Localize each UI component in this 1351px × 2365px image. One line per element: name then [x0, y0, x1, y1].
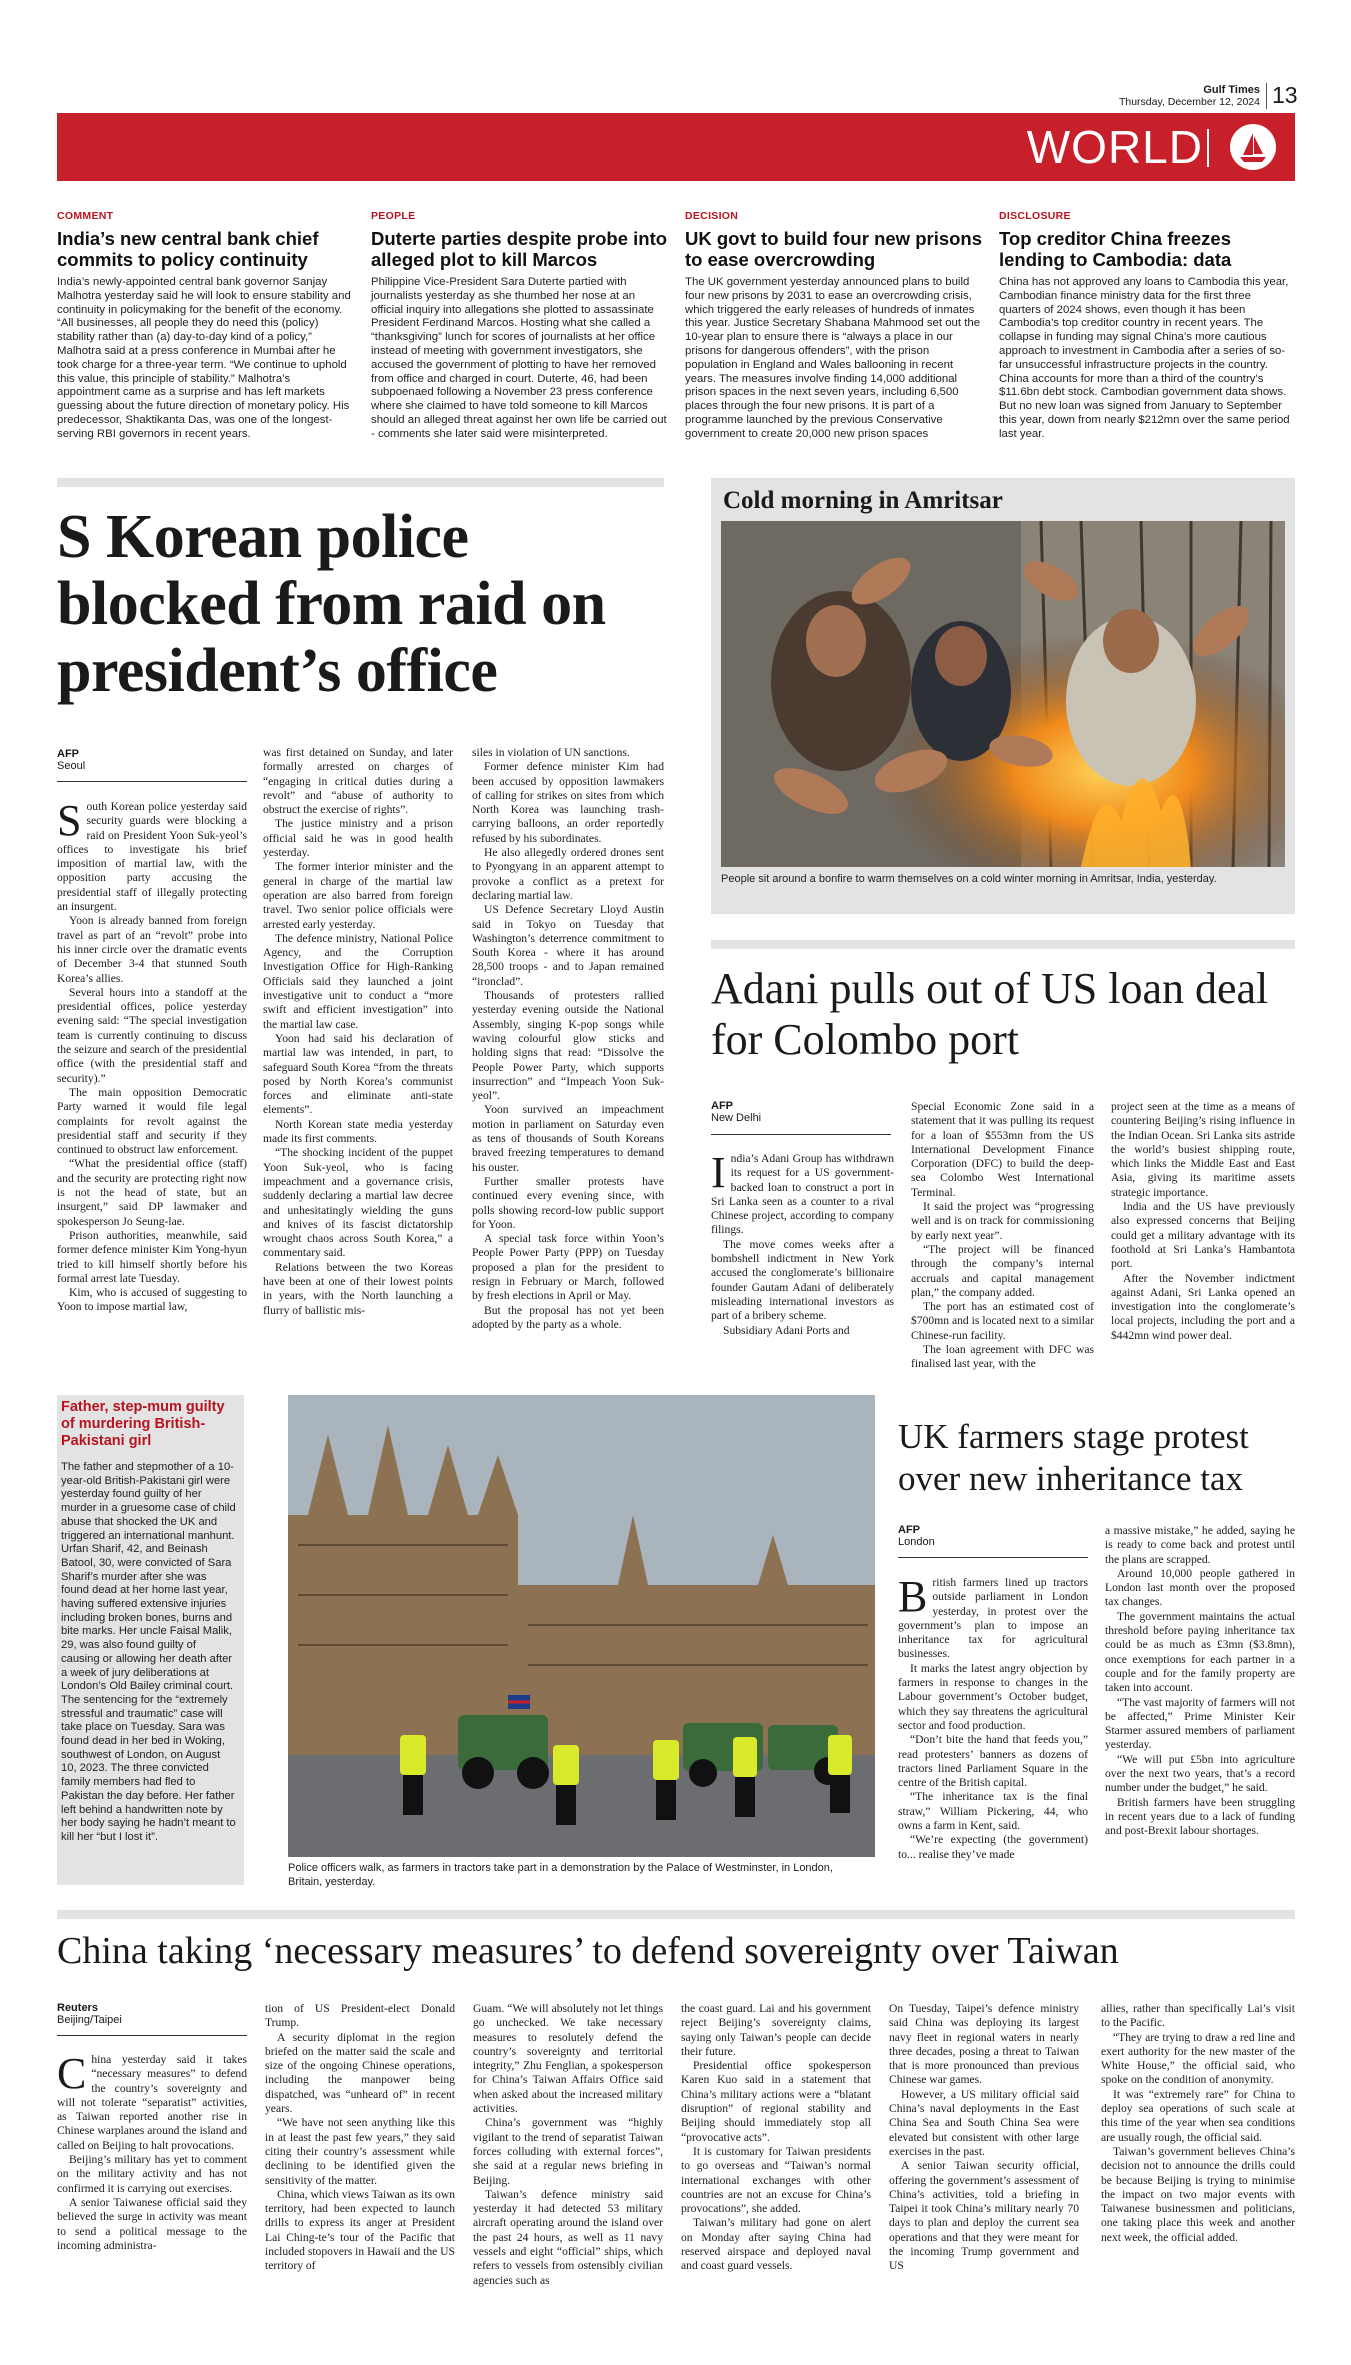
paragraph: the coast guard. Lai and his government reject Beijing’s sovereignty claims, saying only Taiwan’s people can decide their future. — [681, 2002, 871, 2058]
korea-byline — [57, 748, 85, 772]
dropcap: I — [711, 1148, 726, 1197]
paragraph: On Tuesday, Taipei’s defence ministry said China was deploying its largest navy fleet in regional waters in nearly three decades, posing a threat to Taiwan that is more pronounced than previous Chinese war games. — [889, 2002, 1079, 2087]
brief-body: Philippine Vice-President Sara Duterte partied with journalists yesterday as she thumbed her nose at an official inquiry into allegations she plotted to assassinate President Ferdinand Marcos. Hosting what she called a “thanksgiving” lunch for scores of journalists at her office instead of meeting with government investigators, she accused the government of plotting to have her removed from office and charged in court. Duterte, 46, had been subpoenaed following a November 23 press conference where she claimed to have told someone to kill Marcos should an alleged threat against her own life be carried out - comments she later said were misinterpreted. — [371, 276, 667, 440]
masthead — [1040, 84, 1260, 108]
paragraph: A senior Taiwan security official, offering the government’s assessment of China’s activities, told a briefing in Taipei it took China’s military nearly 70 days to plan and deploy the current sea operations and that they were meant for the incoming Trump government and US — [889, 2159, 1079, 2273]
paragraph: allies, rather than specifically Lai’s visit to the Pacific. — [1101, 2002, 1295, 2030]
adani-col-1 — [711, 1148, 894, 1338]
father-sidebar — [57, 1395, 244, 1885]
dateline: Beijing/Taipei — [57, 2014, 122, 2026]
taiwan-col-3 — [473, 2002, 663, 2288]
dropcap: B — [898, 1572, 928, 1621]
paragraph: Former defence minister Kim had been accused by opposition lawmakers of calling for strikes on sites from which North Korea was launching trash-carrying balloons, an order reportedly refused by his subordinates. — [472, 760, 664, 845]
byline-rule — [57, 2035, 247, 2036]
westminster-photo — [288, 1395, 875, 1857]
paragraph: Special Economic Zone said in a statement that it was pulling its request for a loan of $553mn from the US International Development Finance Corporation (DFC) to build the deep-sea Colombo West International Terminal. — [911, 1100, 1094, 1199]
page-number: 13 — [1272, 82, 1298, 108]
sidebar-body: The father and stepmother of a 10-year-old British-Pakistani girl were yesterday found guilty of her murder in a gruesome case of child abuse that shocked the UK and triggered an international manhunt. Urfan Sharif, 42, and Beinash Batool, 30, were convicted of Sara Sharif’s murder after she was found dead at her home last year, having suffered extensive injuries including broken bones, burns and bite marks. Her uncle Faisal Malik, 29, was also found guilty of causing or allowing her death after a week of jury deliberations at London’s Old Bailey criminal court. The sentencing for the “extremely stressful and traumatic” case will take place on Tuesday. Sara was found dead in her bed in Woking, southwest of London, on August 10, 2023. The three convicted family members had fled to Pakistan the day before. Her father left behind a handwritten note by her body saying he hadn’t meant to kill her “but I lost it”. — [61, 1461, 236, 1843]
paragraph: Taiwan’s government believes China’s decision not to announce the drills could be because Beijing is trying to minimise the impact on two major events with Taiwanese businessmen and politicians, one taking place this week and another next week, the official added. — [1101, 2144, 1295, 2244]
page-number-divider — [1266, 83, 1267, 109]
paragraph: ndia’s Adani Group has withdrawn its request for a US government-backed loan to construct a port in Sri Lanka seen as a counter to a rival Chinese project, according to company filings. — [711, 1152, 894, 1237]
paragraph: Presidential office spokesperson Karen Kuo said in a statement that China’s military actions were a “blatant disruption” of regional stability and Beijing should immediately stop all “provocative acts”. — [681, 2059, 871, 2144]
taiwan-col-5 — [889, 2002, 1079, 2274]
agency: AFP — [898, 1524, 920, 1536]
bonfire-photo — [721, 521, 1285, 867]
paragraph: Guam. “We will absolutely not let things go unchecked. We take necessary measures to resolutely defend the country’s sovereignty and territorial integrity,” Zhu Fenglian, a spokesperson for China’s Taiwan Affairs Office said when asked about the increased military activities. — [473, 2002, 663, 2116]
paragraph: tion of US President-elect Donald Trump. — [265, 2002, 455, 2030]
dateline: London — [898, 1536, 935, 1548]
paragraph: The loan agreement with DFC was finalised last year, with the — [911, 1343, 1094, 1371]
paragraph: It was “extremely rare” for China to deploy sea operations of such scale at this time of the year when sea conditions are usually rough, the official said. — [1101, 2087, 1295, 2144]
paragraph: was first detained on Sunday, and later formally arrested on charges of “engaging in critical duties during a revolt” and “abuse of authority to obstruct the exercise of rights”. — [263, 746, 453, 817]
brief-body: China has not approved any loans to Cambodia this year, Cambodian finance ministry data for the first three quarters of 2024 shows, even though it has been Cambodia’s top creditor country in recent years. The collapse in funding may signal China’s more cautious approach to investment in Cambodia after a series of so-far unsuccessful infrastructure projects in the country. China accounts for more than a third of the country’s $11.6bn debt stock. Cambodian government data shows. But no new loan was signed from January to September this year, down from nearly $212mn over the same period last year. — [999, 276, 1290, 440]
story-divider-bar — [57, 478, 664, 487]
byline-rule — [898, 1557, 1088, 1558]
section-bar — [57, 113, 1295, 181]
paragraph: Beijing’s military has yet to comment on the military activity and has not confirmed it is carrying out exercises. — [57, 2153, 247, 2195]
paragraph: He also allegedly ordered drones sent to Pyongyang in an apparent attempt to provoke a conflict as a pretext for declaring martial law. — [472, 846, 664, 902]
paragraph: A senior Taiwanese official said they believed the surge in activity was meant to send a political message to the incoming administra- — [57, 2195, 247, 2252]
farmers-col-1 — [898, 1572, 1088, 1862]
agency: AFP — [57, 748, 79, 760]
paragraph: It said the project was “progressing well and is on track for commissioning by early next year”. — [911, 1200, 1094, 1242]
paragraph: Around 10,000 people gathered in London last month over the proposed tax changes. — [1105, 1566, 1295, 1609]
amritsar-photo-box — [711, 478, 1295, 914]
paragraph: project seen at the time as a means of countering Beijing’s rising influence in the Indian Ocean. Sri Lanka sits astride the world’s busiest shipping route, which links the Middle East and East Asia, giving its maritime assets strategic importance. — [1111, 1100, 1295, 1199]
paragraph: “We have not seen anything like this in at least the past few years,” they said citing their country’s assessment while declining to be identified given the sensitivity of the matter. — [265, 2116, 455, 2187]
brief-kicker: COMMENT — [57, 210, 114, 222]
korea-col-1 — [57, 796, 247, 1315]
brief-headline: India’s new central bank chief commits to policy continuity — [57, 228, 319, 270]
brief-1 — [57, 210, 354, 442]
story-divider-bar — [711, 940, 1295, 949]
paragraph: The port has an estimated cost of $700mn and is located next to a similar Chinese-run facility. — [911, 1300, 1094, 1342]
agency: Reuters — [57, 2002, 98, 2014]
paragraph: “What the presidential office (staff) and the security are protecting right now is not the head of state, but an insurgent,” said DP lawmaker and spokesperson Jo Seung-lae. — [57, 1157, 247, 1228]
brief-kicker: PEOPLE — [371, 210, 416, 222]
paragraph: But the proposal has not yet been adopted by the party as a whole. — [472, 1303, 664, 1331]
byline-rule — [57, 781, 247, 782]
paragraph: However, a US military official said China’s naval deployments in the East China Sea and South China Sea were elevated but consistent with other large exercises in the past. — [889, 2087, 1079, 2158]
dropcap: S — [57, 796, 82, 845]
paragraph: “Don’t bite the hand that feeds you,” read protesters’ banners as dozens of tractors lined Parliament Square in the centre of the British capital. — [898, 1733, 1088, 1790]
korea-headline: S Korean police blocked from raid on president’s office — [57, 503, 606, 705]
paragraph: siles in violation of UN sanctions. — [472, 746, 630, 759]
byline-rule — [711, 1134, 891, 1135]
publication-date: Thursday, December 12, 2024 — [1118, 96, 1260, 108]
paper-name: Gulf Times — [1203, 84, 1260, 96]
paragraph: Relations between the two Koreas have been at one of their lowest points in years, with the North launching a flurry of ballistic mis- — [263, 1260, 453, 1317]
paragraph: Subsidiary Adani Ports and — [723, 1323, 850, 1337]
korea-col-2 — [263, 746, 453, 1318]
story-divider-bar — [57, 1910, 1295, 1919]
taiwan-col-4 — [681, 2002, 871, 2274]
photo-caption: People sit around a bonfire to warm themselves on a cold winter morning in Amritsar, India, yesterday. — [721, 873, 1217, 885]
paragraph: Thousands of protesters rallied yesterday evening outside the National Assembly, singing K-pop songs while waving colourful glow sticks and holding signs that read: “Dissolve the People Power Party, which supports insurrection” and “Impeach Yoon Suk-yeol”. — [472, 989, 664, 1103]
paragraph: The former interior minister and the general in charge of the martial law operation are also barred from foreign travel. Two senior police officials were arrested early yesterday. — [263, 860, 453, 931]
farmers-col-2 — [1105, 1524, 1295, 1839]
paragraph: Yoon survived an impeachment motion in parliament on Saturday even as tens of thousands of South Koreans braved freezing temperatures to demand his ouster. — [472, 1103, 664, 1174]
paragraph: “The vast majority of farmers will not be affected,” Prime Minister Keir Starmer assured members of parliament yesterday. — [1105, 1695, 1295, 1752]
paragraph: Further smaller protests have continued every evening since, with polls showing record-low public support for Yoon. — [472, 1174, 664, 1231]
paragraph: China, which views Taiwan as its own territory, had been expected to launch drills to express its anger at President Lai Ching-te’s tour of the Pacific that included stopovers in Hawaii and the US territory of — [265, 2187, 455, 2273]
paragraph: “The shocking incident of the puppet Yoon Suk-yeol, who is facing impeachment and a governance crisis, suddenly declaring a martial law decree and unhesitatingly wielding the guns and knives of its fascist dictatorship wrought chaos across South Korea,” a commentary said. — [263, 1146, 453, 1260]
paragraph: A special task force within Yoon’s People Power Party (PPP) on Tuesday proposed a plan for the president to resign in February or March, followed by fresh elections in April or May. — [472, 1232, 664, 1303]
farmers-byline — [898, 1524, 935, 1548]
paragraph: Taiwan’s defence ministry said yesterday it had detected 53 military aircraft operating around the island over the past 24 hours, as well as 11 navy vessels and eight “official” ships, which refers to vessels from ostensibly civilian agencies such as — [473, 2187, 663, 2287]
paragraph: The government maintains the actual threshold before paying inheritance tax could be as much as £3mn ($3.8mn), once exemptions for each partner in a couple and for the family property are taken into account. — [1105, 1609, 1295, 1695]
brief-2 — [371, 210, 668, 442]
paragraph: “The project will be financed through the company’s internal accruals and capital management plan,” the company added. — [911, 1242, 1094, 1299]
paragraph: US Defence Secretary Lloyd Austin said in Tokyo on Tuesday that Washington’s deterrence commitment to South Korea - where it has around 28,500 troops - and to Japan remained “ironclad”. — [472, 903, 664, 988]
paragraph: hina yesterday said it takes “necessary measures” to defend the country’s sovereignty and will not tolerate “separatist” activities, as Taiwan reported another rise in Chinese warplanes around the island and called on Beijing to halt provocations. — [57, 2053, 247, 2152]
photo-title: Cold morning in Amritsar — [723, 487, 1003, 514]
paragraph: “We’re expecting (the government) to... realise they’ve made — [898, 1833, 1088, 1861]
paragraph: It is customary for Taiwan presidents to go overseas and “Taiwan’s normal international exchanges with other countries are not an excuse for China’s provocations”, she added. — [681, 2144, 871, 2216]
paragraph: India and the US have previously also expressed concerns that Beijing could get a military advantage with its foothold at Sri Lanka’s Hambantota port. — [1111, 1200, 1295, 1271]
paragraph: Yoon had said his declaration of martial law was intended, in part, to safeguard South Korea “from the threats posed by North Korea’s communist forces and eliminate anti-state elements”. — [263, 1031, 453, 1117]
paragraph: After the November indictment against Adani, Sri Lanka opened an investigation into the conglomerate’s local projects, including the port and a $442mn wind power deal. — [1111, 1271, 1295, 1342]
taiwan-col-1 — [57, 2049, 247, 2253]
section-title: WORLD — [1026, 121, 1203, 173]
agency: AFP — [711, 1100, 733, 1112]
dropcap: C — [57, 2049, 87, 2098]
paragraph: a massive mistake,” he added, saying he is ready to come back and protest until the plans are scrapped. — [1105, 1524, 1295, 1566]
taiwan-byline — [57, 2002, 122, 2026]
paragraph: ritish farmers lined up tractors outside parliament in London yesterday, in protest over the government’s plan to impose an inheritance tax for agricultural businesses. — [898, 1576, 1088, 1661]
brief-body: The UK government yesterday announced plans to build four new prisons by 2031 to ease an overcrowding crisis, which triggered the early releases of hundreds of inmates this year. Justice Secretary Shabana Mahmood set out the 10-year plan to ensure there is “always a place in our prisons for dangerous offenders”, with the prison population in England and Wales ballooning in recent years. The measures involve finding 14,000 additional prison spaces in the next seven years, including 6,500 places through the four new prisons. It is part of a programme launched by the previous Conservative government to create 20,000 new prison spaces — [685, 276, 981, 440]
brief-headline: UK govt to build four new prisons to ease overcrowding — [685, 228, 983, 270]
paragraph: The move comes weeks after a bombshell indictment in New York accused the conglomerate’s billionaire founder Gautam Adani of deliberately misleading international investors as part of a bribery scheme. — [711, 1237, 894, 1323]
paragraph: “They are trying to draw a red line and exert authority for the new master of the White House,” the official said, who spoke on the condition of anonymity. — [1101, 2030, 1295, 2087]
korea-col-3 — [472, 746, 664, 1332]
farmers-headline: UK farmers stage protest over new inheritance tax — [898, 1417, 1249, 1498]
paragraph: North Korean state media yesterday made its first comments. — [263, 1117, 453, 1146]
paragraph: China’s government was “highly vigilant to the trend of separatist Taiwan forces colluding with external forces”, she said at a regular news briefing in Beijing. — [473, 2116, 663, 2187]
dateline: Seoul — [57, 760, 86, 772]
paragraph: outh Korean police yesterday said security guards were blocking a raid on President Yoon Suk-yeol’s offices to investigate his brief imposition of martial law, with the opposition party accusing the presidential staff of illegally protecting an insurgent. — [57, 800, 247, 914]
brief-kicker: DECISION — [685, 210, 739, 222]
paragraph: Kim, who is accused of suggesting to Yoon to impose martial law, — [57, 1286, 247, 1314]
westminster-caption: Police officers walk, as farmers in tractors take part in a demonstration by the Palace of Westminster, in London, Britain, yesterday. — [288, 1862, 833, 1888]
paragraph: British farmers have been struggling in recent years due to a lack of funding and post-Brexit labour shortages. — [1105, 1795, 1295, 1838]
adani-col-2 — [911, 1100, 1094, 1372]
paragraph: The defence ministry, National Police Agency, and the Corruption Investigation Office for High-Ranking Officials said they launched a joint investigative unit to conduct a “more swift and efficient investigation” into the martial law case. — [263, 931, 453, 1031]
sidebar-headline: Father, step-mum guilty of murdering British-Pakistani girl — [61, 1399, 225, 1449]
brief-3 — [685, 210, 982, 442]
adani-byline — [711, 1100, 761, 1124]
paragraph: “The inheritance tax is the final straw,” William Pickering, 44, who owns a farm in Kent, said. — [898, 1790, 1088, 1833]
brief-body: India’s newly-appointed central bank governor Sanjay Malhotra yesterday said he will look to ensure stability and continuity in policymaking for the benefit of the economy. “All businesses, all people they do need this (policy) stability rather than (a) day-to-day kind of a policy,” Malhotra said at a press conference in Mumbai after he took charge for a three-year term. “We continue to uphold this value, this principle of stability.” Malhotra’s appointment came as a surprise and has left markets guessing about the future direction of monetary policy. His predecessor, Shaktikanta Das, was one of the longest-serving RBI governors in recent years. — [57, 276, 351, 440]
paragraph: “We will put £5bn into agriculture over the next two years, that’s a record number under the budget,” he said. — [1105, 1752, 1295, 1795]
boat-logo-icon — [1230, 124, 1276, 170]
brief-headline: Top creditor China freezes lending to Cambodia: data — [999, 228, 1232, 270]
dateline: New Delhi — [711, 1112, 762, 1124]
adani-col-3 — [1111, 1100, 1295, 1343]
paragraph: It marks the latest angry objection by farmers in response to changes in the Labour government’s October budget, which they say threatens the agricultural sector and food production. — [898, 1661, 1088, 1732]
adani-headline: Adani pulls out of US loan deal for Colombo port — [711, 964, 1269, 1064]
brief-kicker: DISCLOSURE — [999, 210, 1071, 222]
paragraph: Prison authorities, meanwhile, said former defence minister Kim Yong-hyun tried to kill himself shortly before his formal arrest late Tuesday. — [57, 1228, 247, 1285]
taiwan-col-6 — [1101, 2002, 1295, 2245]
paragraph: The main opposition Democratic Party warned it would file legal complaints for revolt against the presidential staff and security if they continued to obstruct law enforcement. — [57, 1085, 247, 1157]
paragraph: The justice ministry and a prison official said he was in good health yesterday. — [263, 817, 453, 860]
taiwan-headline: China taking ‘necessary measures’ to defend sovereignty over Taiwan — [57, 1930, 1119, 1972]
brief-4 — [999, 210, 1295, 442]
paragraph: Yoon is already banned from foreign travel as part of an “revolt” probe into his inner circle over the dramatic events of December 3-4 that stunned South Korea’s allies. — [57, 914, 247, 985]
section-divider — [1207, 129, 1209, 167]
paragraph: Taiwan’s military had gone on alert on Monday after saying China had reserved airspace and deployed naval and coast guard vessels. — [681, 2216, 871, 2273]
paragraph: A security diplomat in the region briefed on the matter said the scale and size of the ongoing Chinese operations, including the manpower being dispatched, was “unheard of” in recent years. — [265, 2030, 455, 2116]
paragraph: Several hours into a standoff at the presidential offices, police yesterday evening said: “The special investigation team is currently continuing to discuss the seizure and search of the presidential office (with the presidential staff and security).” — [57, 985, 247, 1085]
taiwan-col-2 — [265, 2002, 455, 2274]
brief-headline: Duterte parties despite probe into alleged plot to kill Marcos — [371, 228, 668, 270]
